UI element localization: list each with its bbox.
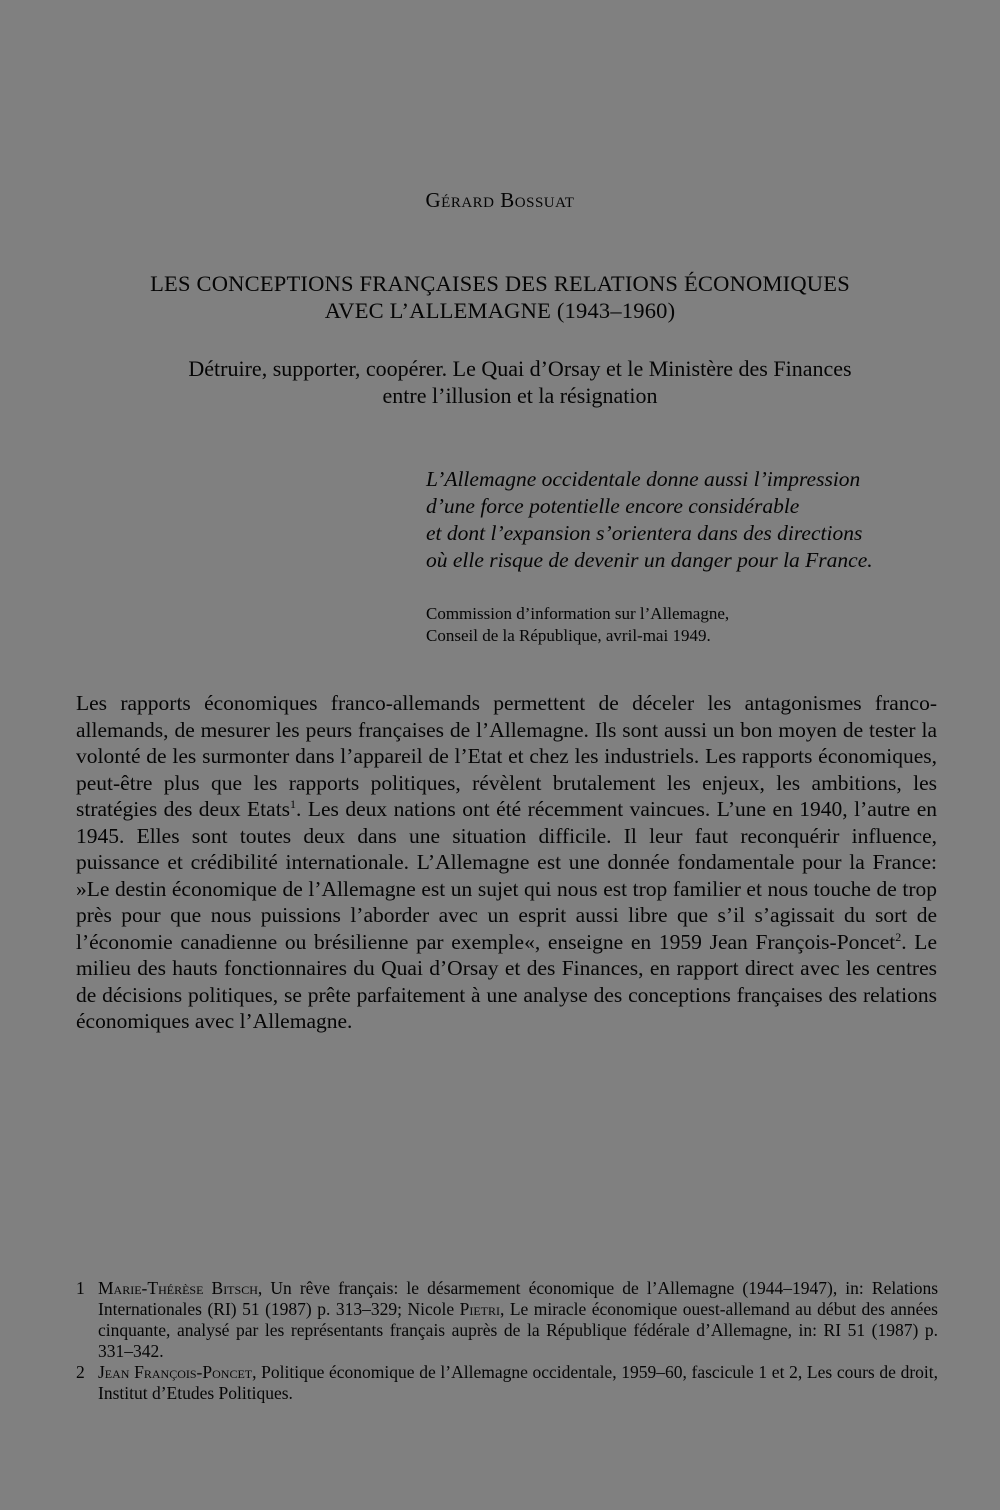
footnote-1-author-1: Marie-Thérèse Bitsch bbox=[98, 1278, 258, 1298]
footnote-number: 2 bbox=[76, 1362, 85, 1382]
footnotes-section bbox=[76, 1278, 938, 1404]
epigraph-line: d’une force potentielle encore considérable bbox=[426, 494, 800, 518]
footnote-reference-1[interactable]: 1 bbox=[290, 796, 297, 811]
epigraph-source bbox=[426, 603, 946, 647]
epigraph-line: où elle risque de devenir un danger pour la France. bbox=[426, 548, 873, 572]
chapter-subtitle bbox=[100, 355, 940, 409]
chapter-title bbox=[60, 270, 940, 324]
footnote-1-text-2: , Le miracle économique ouest-allemand au début des années cinquante, analysé par les représentants français auprès de la République fédérale d’Allemagne, in: RI 51 (1987) p. 331–342. bbox=[98, 1299, 938, 1361]
footnote-2-text-1: , Politique économique de l’Allemagne occidentale, 1959–60, fascicule 1 et 2, Les cours de droit, Institut d’Etudes Politiques. bbox=[98, 1362, 939, 1403]
footnote-number: 1 bbox=[76, 1278, 85, 1298]
chapter-subtitle-line-2: entre l’illusion et la résignation bbox=[382, 383, 658, 408]
chapter-title-line-2: AVEC L’ALLEMAGNE (1943–1960) bbox=[324, 298, 676, 323]
epigraph-line: L’Allemagne occidentale donne aussi l’impression bbox=[426, 467, 861, 491]
epigraph-source-line-1: Commission d’information sur l’Allemagne, bbox=[426, 604, 730, 623]
footnote-1 bbox=[76, 1278, 938, 1362]
footnote-reference-2[interactable]: 2 bbox=[895, 929, 902, 944]
epigraph-source-line-2: Conseil de la République, avril-mai 1949. bbox=[426, 626, 711, 645]
body-paragraph bbox=[76, 690, 937, 1035]
chapter-author: Gérard Bossuat bbox=[425, 188, 575, 212]
footnote-2-author-1: Jean François-Poncet bbox=[98, 1362, 253, 1382]
body-text-part-3: . Le milieu des hauts fonctionnaires du Quai d’Orsay et des Finances, en rapport direct avec les centres de décisions politiques, se prête parfaitement à une analyse des conceptions françaises des relations économiques avec l’Allemagne. bbox=[76, 929, 937, 1033]
footnote-2 bbox=[76, 1362, 938, 1404]
chapter-title-line-1: LES CONCEPTIONS FRANÇAISES DES RELATIONS ÉCONOMIQUES bbox=[150, 271, 850, 296]
chapter-subtitle-line-1: Détruire, supporter, coopérer. Le Quai d’Orsay et le Ministère des Finances bbox=[188, 356, 852, 381]
body-text-part-2: . Les deux nations ont été récemment vaincues. L’une en 1940, l’autre en 1945. Elles sont toutes deux dans une situation difficile. Il leur faut reconquérir influence, puissance et crédibilité internationale. L’Allemagne est une donnée fondamentale pour la France: »Le destin économique de l’Allemagne est un sujet qui nous est trop familier et nous touche de trop près pour que nous puissions l’aborder avec un esprit aussi libre que s’il s’agissait du sort de l’économie canadienne ou brésilienne par exemple«, enseigne en 1959 Jean François-Poncet bbox=[76, 797, 937, 954]
body-text-part-1: Les rapports économiques franco-allemands permettent de déceler les antagonismes franco-allemands, de mesurer les peurs françaises de l’Allemagne. Ils sont aussi un bon moyen de tester la volonté de les surmonter dans l’appareil de l’Etat et chez les industriels. Les rapports économiques, peut-être plus que les rapports politiques, révèlent brutalement les enjeux, les ambitions, les stratégies des deux Etats bbox=[76, 691, 937, 821]
footnote-1-author-2: Pietri bbox=[459, 1299, 500, 1319]
epigraph-line: et dont l’expansion s’orientera dans des directions bbox=[426, 521, 863, 545]
footnote-1-text-1: , Un rêve français: le désarmement économique de l’Allemagne (1944–1947), in: Relations Internationales (RI) 51 (1987) p. 313–329; Nicole bbox=[98, 1278, 938, 1319]
epigraph-quote bbox=[426, 466, 946, 574]
